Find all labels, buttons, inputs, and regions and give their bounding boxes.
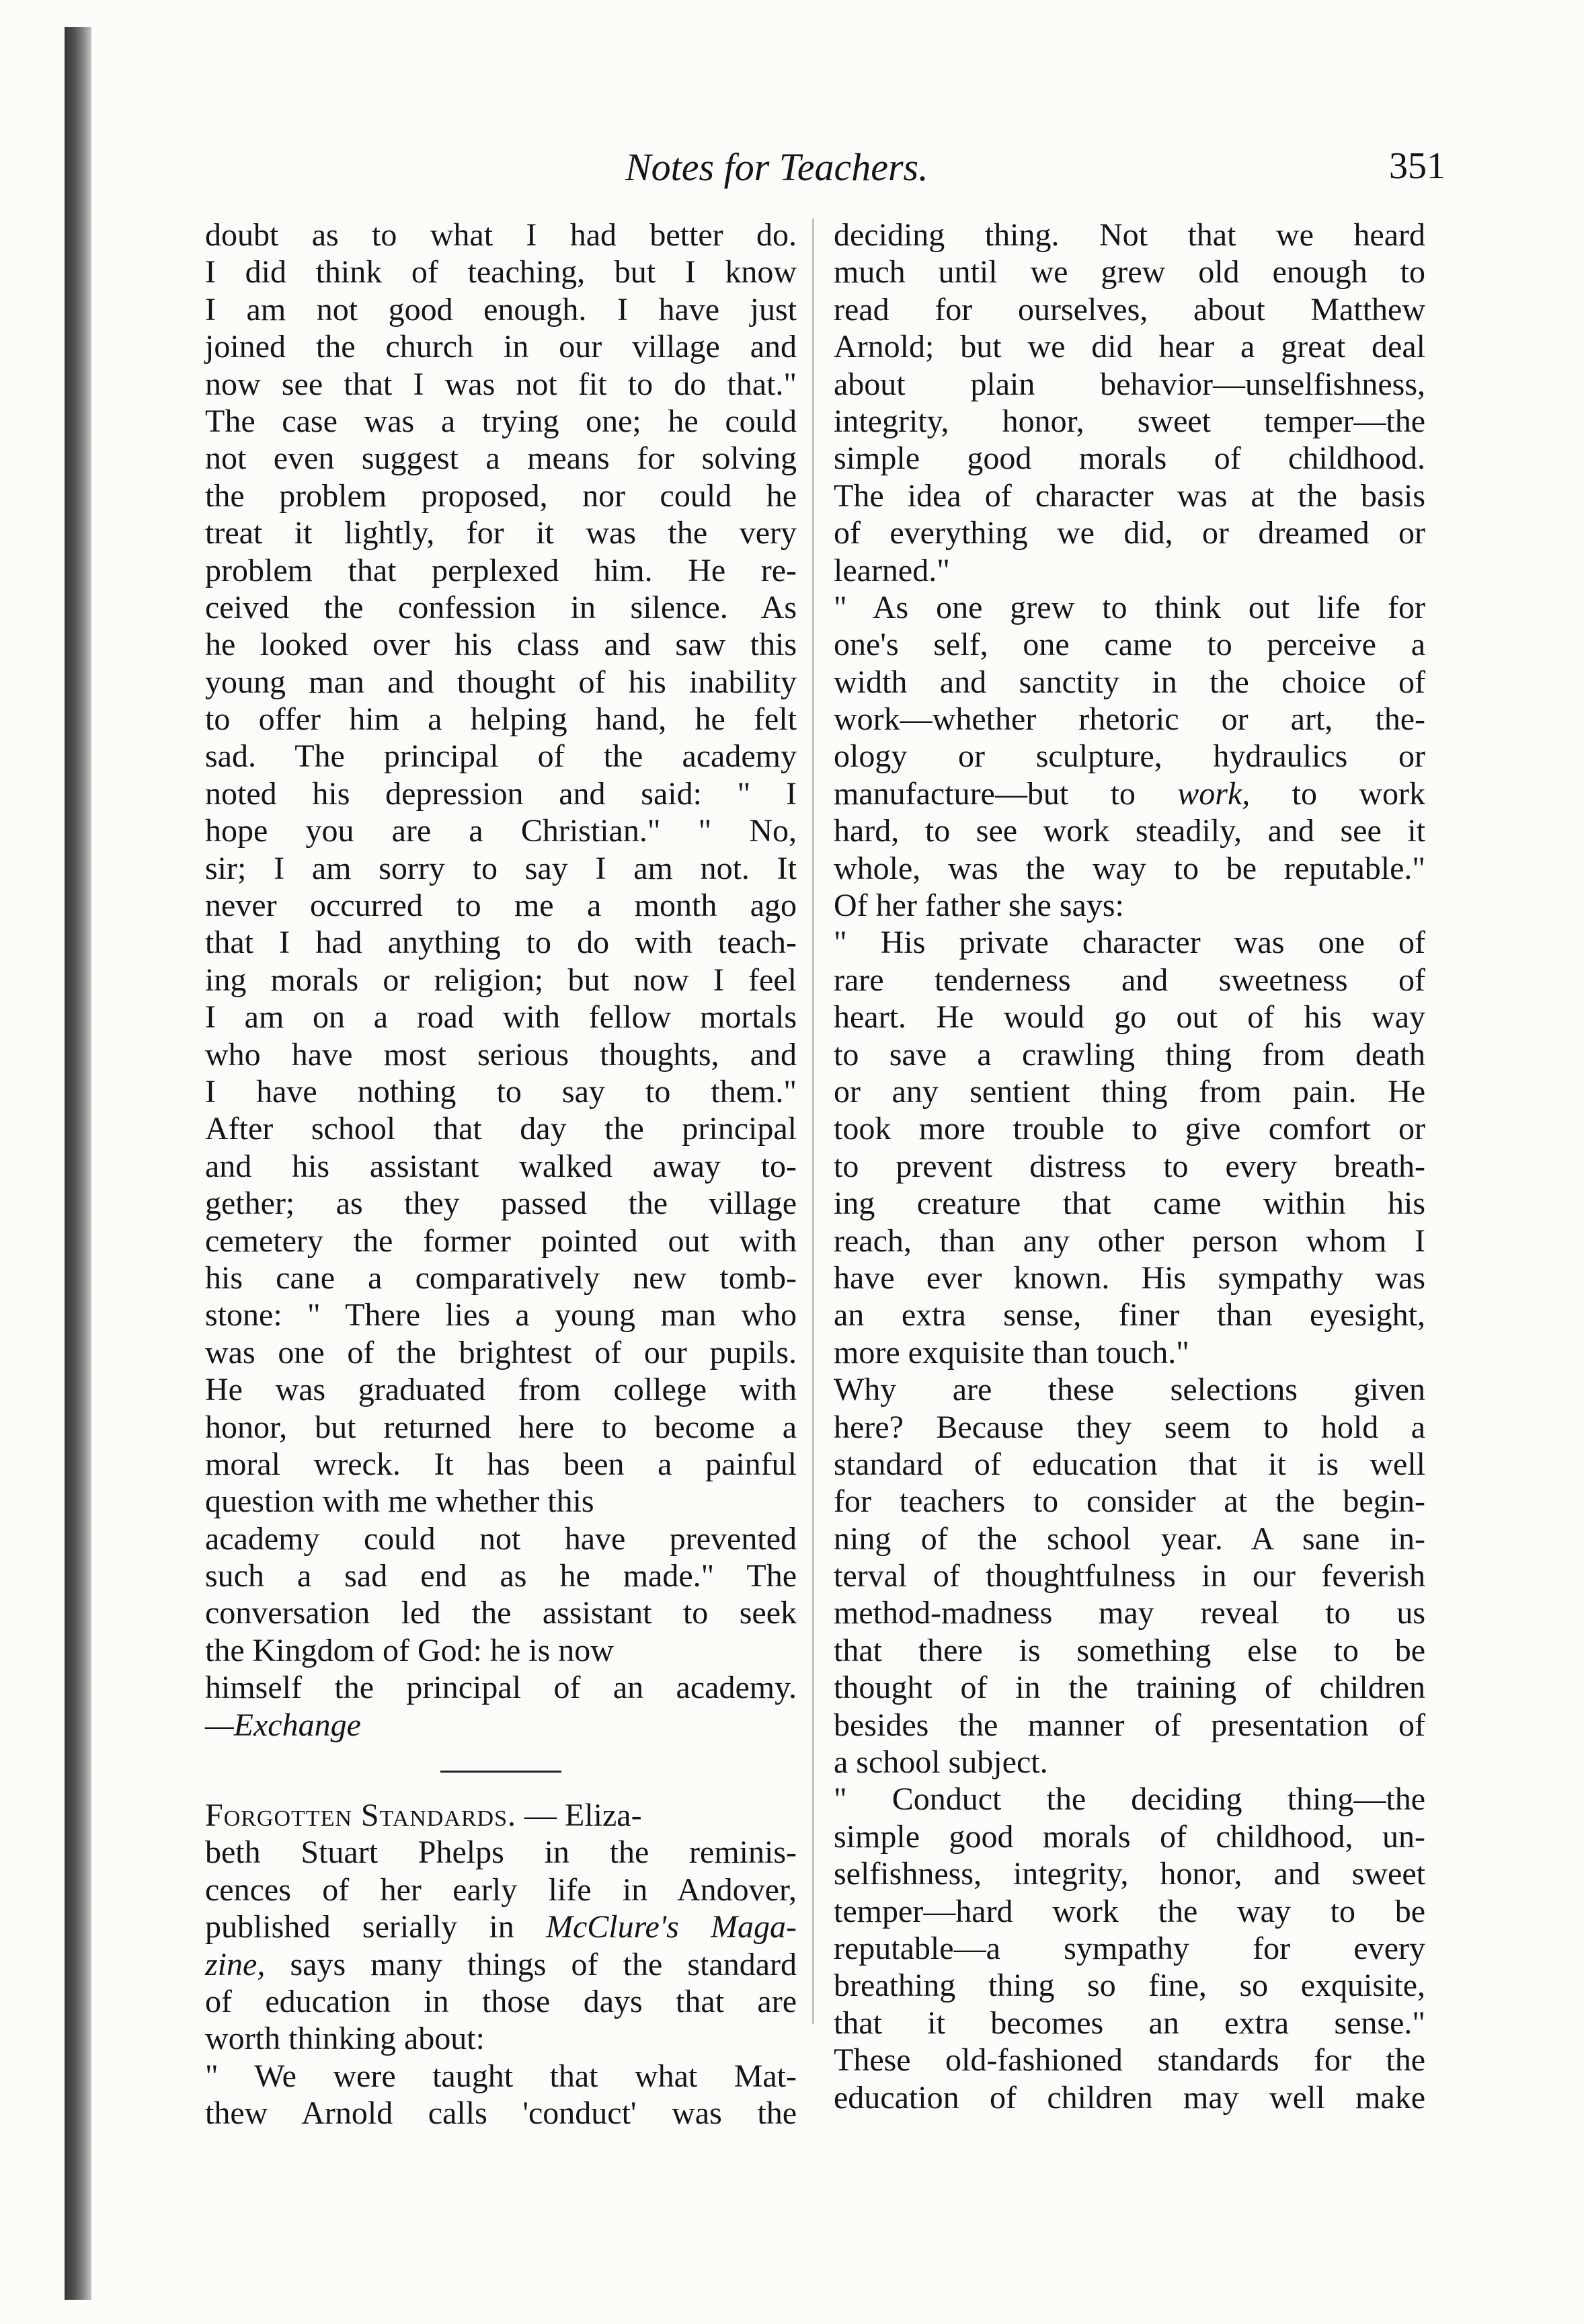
text-line: ing morals or religion; but now I feel — [205, 962, 797, 998]
text-line: he looked over his class and saw this — [205, 627, 797, 663]
text-line: problem that perplexed him. He re- — [205, 552, 797, 588]
text-line: that there is something else to be — [834, 1632, 1425, 1668]
text-line: much until we grew old enough to — [834, 254, 1425, 290]
text-line: not even suggest a means for solving — [205, 440, 797, 477]
page-number: 351 — [1389, 145, 1446, 187]
text-line: worth thinking about: — [205, 2021, 485, 2057]
text-line: stone: " There lies a young man who — [205, 1297, 797, 1333]
text-line: the Kingdom of God: he is now — [205, 1632, 614, 1668]
text-line: education of children may well make — [834, 2079, 1425, 2116]
text-line: cemetery the former pointed out with — [205, 1223, 797, 1259]
text-line: or any sentient thing from pain. He — [834, 1073, 1425, 1110]
text-line: such a sad end as he made." The — [205, 1558, 797, 1594]
text-line: The case was a trying one; he could — [205, 403, 797, 439]
section-heading: Forgotten Standards. — [205, 1797, 516, 1834]
text-line: beth Stuart Phelps in the reminis- — [205, 1834, 797, 1871]
forgotten-standards-text-2 — [205, 1983, 797, 2132]
text-line: of everything we did, or dreamed or — [834, 515, 1425, 551]
magazine-line: published serially in McClure's Maga- — [205, 1909, 797, 1945]
text-line: I have nothing to say to them." — [205, 1073, 797, 1110]
text-line: more exquisite than touch." — [834, 1334, 1189, 1370]
text-line: was one of the brightest of our pupils. — [205, 1334, 797, 1370]
text-line: conversation led the assistant to seek — [205, 1595, 797, 1631]
text-line: moral wreck. It has been a painful — [205, 1446, 797, 1482]
text-line: Why are these selections given — [834, 1372, 1425, 1408]
forgotten-standards-text — [205, 1834, 797, 1908]
text-line: I did think of teaching, but I know — [205, 254, 797, 290]
text-line: noted his depression and said: " I — [205, 775, 797, 812]
text-line: width and sanctity in the choice of — [834, 664, 1425, 700]
text-line: thought of in the training of children — [834, 1670, 1425, 1706]
column-divider — [812, 219, 814, 2024]
text-line: treat it lightly, for it was the very — [205, 515, 797, 551]
text-line: one's self, one came to perceive a — [834, 627, 1425, 663]
text-line: I am on a road with fellow mortals — [205, 999, 797, 1036]
text-line: After school that day the principal — [205, 1111, 797, 1147]
text-line: reputable—a sympathy for every — [834, 1930, 1425, 1966]
right-column-text-b — [834, 812, 1425, 2116]
text-line: " We were taught that what Mat- — [205, 2058, 797, 2094]
text-line: simple good morals of childhood, un- — [834, 1818, 1425, 1855]
text-line: here? Because they seem to hold a — [834, 1409, 1425, 1445]
text-line: his cane a comparatively new tomb- — [205, 1260, 797, 1296]
text-line: now see that I was not fit to do that." — [205, 366, 797, 402]
text-line: work—whether rhetoric or art, the- — [834, 701, 1425, 738]
text-line: Of her father she says: — [834, 888, 1124, 924]
text-line: standard of education that it is well — [834, 1446, 1425, 1482]
text-line: rare tenderness and sweetness of — [834, 962, 1425, 998]
right-column-text-a — [834, 217, 1425, 775]
text-line: a school subject. — [834, 1744, 1048, 1781]
text-line: method-madness may reveal to us — [834, 1595, 1425, 1631]
forgotten-standards-first-line: Forgotten Standards. — Eliza- — [205, 1797, 642, 1834]
text-line: Arnold; but we did hear a great deal — [834, 329, 1425, 365]
text-line: cences of her early life in Andover, — [205, 1871, 797, 1908]
text-line: " His private character was one of — [834, 925, 1425, 961]
text-line: ceived the confession in silence. As — [205, 589, 797, 625]
text-line: that it becomes an extra sense." — [834, 2005, 1425, 2041]
text-line: selfishness, integrity, honor, and sweet — [834, 1856, 1425, 1892]
text-line: reach, than any other person whom I — [834, 1223, 1425, 1259]
left-column — [205, 217, 797, 2234]
text-line: The idea of character was at the basis — [834, 477, 1425, 514]
text-line: young man and thought of his inability — [205, 664, 797, 700]
text-line: integrity, honor, sweet temper—the — [834, 403, 1425, 439]
text-line: hope you are a Christian." " No, — [205, 813, 797, 849]
text-line: whole, was the way to be reputable." — [834, 850, 1425, 886]
text-line: heart. He would go out of his way — [834, 999, 1425, 1036]
text-line: for teachers to consider at the begin- — [834, 1483, 1425, 1520]
left-column-text — [205, 217, 797, 1707]
text-line: who have most serious thoughts, and — [205, 1036, 797, 1073]
text-line: besides the manner of presentation of — [834, 1707, 1425, 1743]
text-line: himself the principal of an academy. — [205, 1670, 797, 1706]
text-line: to save a crawling thing from death — [834, 1036, 1425, 1073]
text-line: simple good morals of childhood. — [834, 440, 1425, 477]
text-line: joined the church in our village and — [205, 329, 797, 365]
text-line: I am not good enough. I have just — [205, 291, 797, 327]
text-line: and his assistant walked away to- — [205, 1148, 797, 1184]
text-line: " Conduct the deciding thing—the — [834, 1781, 1425, 1818]
section-divider-rule — [440, 1771, 561, 1773]
exchange-attribution: —Exchange — [205, 1707, 361, 1743]
text-line: never occurred to me a month ago — [205, 888, 797, 924]
text-line: the problem proposed, nor could he — [205, 477, 797, 514]
text-line: thew Arnold calls 'conduct' was the — [205, 2095, 797, 2132]
text-line: question with me whether this — [205, 1483, 594, 1520]
binding-edge-shadow — [65, 27, 91, 2300]
magazine-title: McClure's Maga- — [546, 1909, 797, 1945]
text-line: ing creature that came within his — [834, 1186, 1425, 1222]
text-line: an extra sense, finer than eyesight, — [834, 1297, 1425, 1333]
right-column — [834, 217, 1425, 2234]
text-line: deciding thing. Not that we heard — [834, 217, 1425, 253]
text-line: hard, to see work steadily, and see it — [834, 813, 1425, 849]
text-line: took more trouble to give comfort or — [834, 1111, 1425, 1147]
running-head: Notes for Teachers. — [625, 145, 928, 189]
text-line: about plain behavior—unselfishness, — [834, 366, 1425, 402]
text-line: sir; I am sorry to say I am not. It — [205, 850, 797, 886]
text-line: to prevent distress to every breath- — [834, 1148, 1425, 1184]
text-line: gether; as they passed the village — [205, 1186, 797, 1222]
text-line: He was graduated from college with — [205, 1372, 797, 1408]
text-line: temper—hard work the way to be — [834, 1893, 1425, 1929]
text-line: that I had anything to do with teach- — [205, 925, 797, 961]
text-line: read for ourselves, about Matthew — [834, 291, 1425, 327]
text-line: learned." — [834, 552, 950, 588]
magazine-line-2: zine, says many things of the standard — [205, 1946, 797, 1982]
text-line: breathing thing so fine, so exquisite, — [834, 1968, 1425, 2004]
text-line: terval of thoughtfulness in our feverish — [834, 1558, 1425, 1594]
work-line: manufacture—but to work, to work — [834, 775, 1426, 812]
text-line: academy could not have prevented — [205, 1520, 797, 1557]
text-line: to offer him a helping hand, he felt — [205, 701, 797, 738]
text-line: of education in those days that are — [205, 1983, 797, 2019]
text-line: ning of the school year. A sane in- — [834, 1520, 1425, 1557]
text-line: doubt as to what I had better do. — [205, 217, 797, 253]
text-line: ology or sculpture, hydraulics or — [834, 738, 1425, 775]
text-line: " As one grew to think out life for — [834, 589, 1425, 625]
text-line: honor, but returned here to become a — [205, 1409, 797, 1445]
text-line: sad. The principal of the academy — [205, 738, 797, 775]
text-line: have ever known. His sympathy was — [834, 1260, 1425, 1296]
text-line: These old-fashioned standards for the — [834, 2042, 1425, 2079]
